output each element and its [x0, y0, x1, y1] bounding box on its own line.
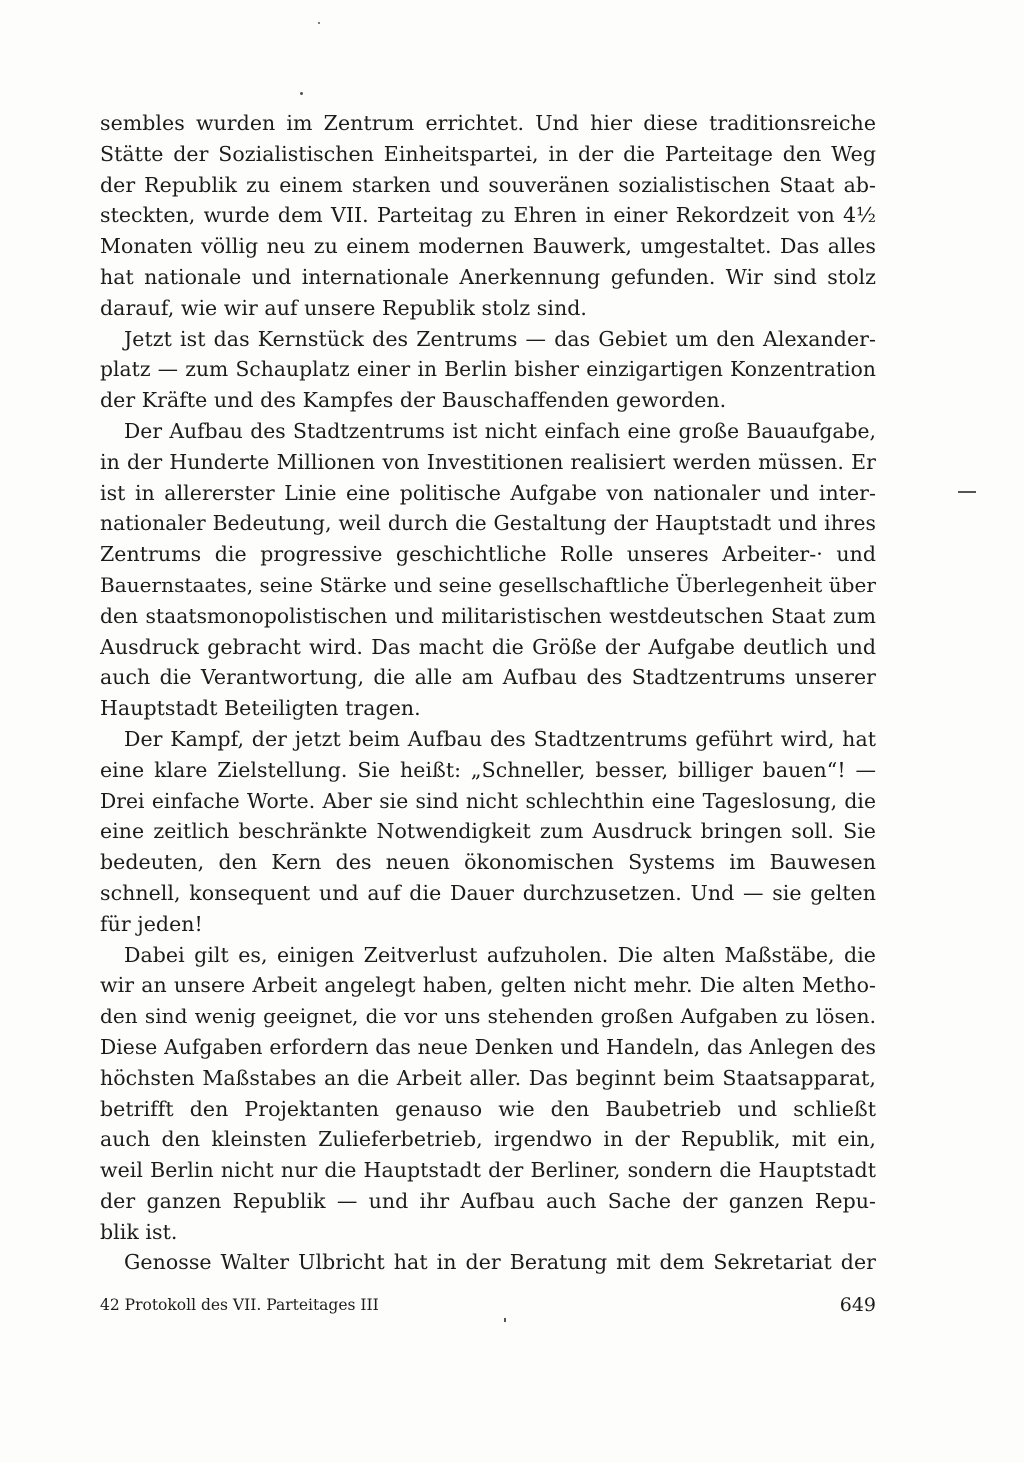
text-line: Bauernstaates, seine Stärke und seine gesellschaftliche Überlegenheit über: [100, 572, 876, 597]
text-line: Jetzt ist das Kernstück des Zentrums — das Gebiet um den Alexander-: [124, 326, 876, 351]
text-line: Diese Aufgaben erfordern das neue Denken und Handeln, das Anlegen des: [100, 1034, 876, 1059]
text-line: Stätte der Sozialistischen Einheitspartei, in der die Parteitage den Weg: [100, 141, 876, 166]
text-line: eine klare Zielstellung. Sie heißt: „Schneller, besser, billiger bauen“! —: [100, 757, 876, 782]
text-line: platz — zum Schauplatz einer in Berlin bisher einzigartigen Konzentration: [100, 357, 876, 382]
text-line: Hauptstadt Beteiligten tragen.: [100, 696, 421, 721]
text-line: Ausdruck gebracht wird. Das macht die Größe der Aufgabe deutlich und: [100, 634, 876, 659]
text-line: schnell, konsequent und auf die Dauer durchzusetzen. Und — sie gelten: [100, 880, 876, 905]
text-line: weil Berlin nicht nur die Hauptstadt der Berliner, sondern die Hauptstadt: [100, 1158, 876, 1183]
text-line: eine zeitlich beschränkte Notwendigkeit zum Ausdruck bringen soll. Sie: [100, 819, 876, 844]
text-line: Drei einfache Worte. Aber sie sind nicht schlechthin eine Tageslosung, die: [100, 788, 876, 813]
page-number: 649: [839, 1294, 876, 1316]
scan-speck: [318, 22, 320, 24]
footer-signature: 42 Protokoll des VII. Parteitages III: [100, 1296, 379, 1314]
text-line: bedeuten, den Kern des neuen ökonomischen Systems im Bauwesen: [100, 850, 876, 875]
text-line: für jeden!: [100, 911, 203, 936]
text-line: auch den kleinsten Zulieferbetrieb, irgendwo in der Republik, mit ein,: [100, 1127, 876, 1152]
margin-mark: [958, 491, 976, 493]
text-line: sembles wurden im Zentrum errichtet. Und hier diese traditionsreiche: [100, 111, 876, 135]
text-line: blik ist.: [100, 1219, 178, 1244]
scan-speck: [504, 1318, 506, 1322]
text-line: steckten, wurde dem VII. Parteitag zu Ehren in einer Rekordzeit von 4½: [100, 203, 876, 228]
body-text: [100, 108, 876, 1278]
text-line: wir an unsere Arbeit angelegt haben, gelten nicht mehr. Die alten Metho-: [100, 973, 876, 998]
text-line: den staatsmonopolistischen und militaristischen westdeutschen Staat zum: [100, 603, 876, 628]
page-footer: [100, 1292, 876, 1318]
text-line: der ganzen Republik — und ihr Aufbau auch Sache der ganzen Repu-: [100, 1188, 876, 1213]
text-line: hat nationale und internationale Anerkennung gefunden. Wir sind stolz: [100, 264, 876, 289]
text-line: Der Aufbau des Stadtzentrums ist nicht einfach eine große Bauaufgabe,: [124, 418, 876, 443]
text-line: auch die Verantwortung, die alle am Aufbau des Stadtzentrums unserer: [100, 665, 876, 690]
text-line: den sind wenig geeignet, die vor uns stehenden großen Aufgaben zu lösen.: [100, 1004, 876, 1029]
text-line: nationaler Bedeutung, weil durch die Gestaltung der Hauptstadt und ihres: [100, 511, 876, 536]
text-line: der Republik zu einem starken und souveränen sozialistischen Staat ab-: [100, 172, 876, 197]
text-line: Monaten völlig neu zu einem modernen Bauwerk, umgestaltet. Das alles: [100, 234, 876, 259]
text-line: in der Hunderte Millionen von Investitionen realisiert werden müssen. Er: [100, 449, 876, 474]
text-line: Dabei gilt es, einigen Zeitverlust aufzuholen. Die alten Maßstäbe, die: [124, 942, 876, 967]
scan-speck: [300, 92, 303, 95]
text-line: höchsten Maßstabes an die Arbeit aller. Das beginnt beim Staatsapparat,: [100, 1065, 876, 1090]
text-line: darauf, wie wir auf unsere Republik stolz sind.: [100, 295, 587, 320]
text-line: Der Kampf, der jetzt beim Aufbau des Stadtzentrums geführt wird, hat: [124, 726, 876, 751]
text-line: Zentrums die progressive geschichtliche Rolle unseres Arbeiter-· und: [100, 542, 876, 567]
text-line: betrifft den Projektanten genauso wie den Baubetrieb und schließt: [100, 1096, 876, 1121]
text-line: der Kräfte und des Kampfes der Bauschaffenden geworden.: [100, 388, 727, 413]
text-line: Genosse Walter Ulbricht hat in der Beratung mit dem Sekretariat der: [124, 1250, 876, 1275]
text-line: ist in allererster Linie eine politische Aufgabe von nationaler und inter-: [100, 480, 876, 505]
